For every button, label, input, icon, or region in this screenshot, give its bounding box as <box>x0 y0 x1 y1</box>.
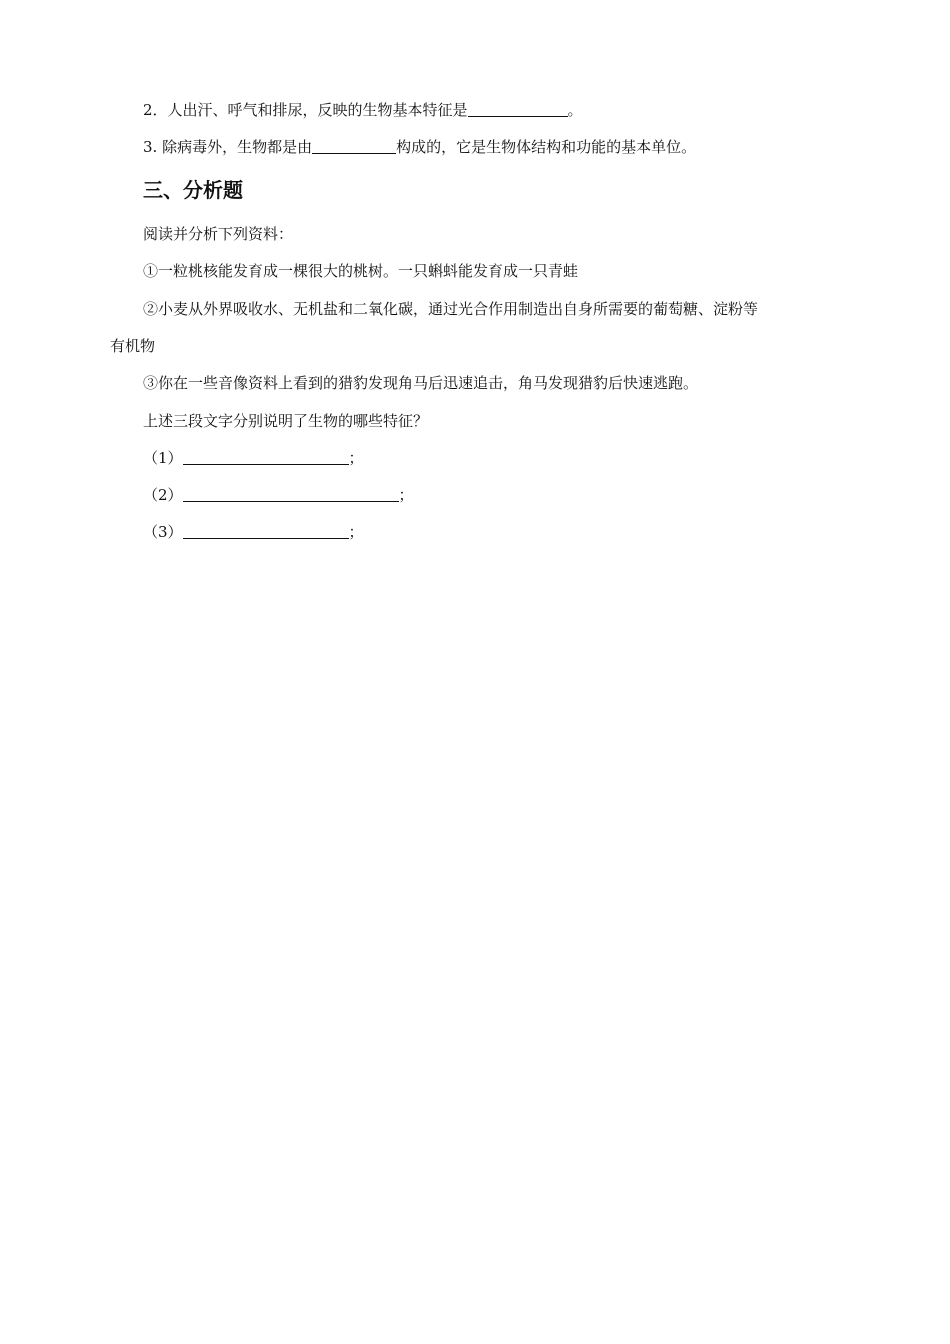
answer-line-1 <box>143 447 364 469</box>
answer-blank[interactable] <box>183 448 349 465</box>
section-heading: 三、分析题 <box>143 178 243 202</box>
material-item-3: ③你在一些音像资料上看到的猎豹发现角马后迅速追击，角马发现猎豹后快速逃跑。 <box>143 374 699 392</box>
answer-blank[interactable] <box>183 522 349 539</box>
question-2-text: 2．人出汗、呼气和排尿，反映的生物基本特征是 <box>143 101 468 119</box>
question-3-text: 3. 除病毒外，生物都是由 <box>143 138 313 156</box>
answer-end: ； <box>348 523 364 541</box>
answer-label: （1） <box>143 449 183 467</box>
answer-end: ； <box>348 449 364 467</box>
answer-line-2 <box>143 484 414 506</box>
question-3-end: 构成的，它是生物体结构和功能的基本单位。 <box>396 138 697 156</box>
answer-line-3 <box>143 521 364 543</box>
question-3 <box>143 136 696 158</box>
answer-label: （2） <box>143 486 183 504</box>
material-item-1: ①一粒桃核能发育成一棵很大的桃树。一只蝌蚪能发育成一只青蛙 <box>143 262 579 280</box>
answer-label: （3） <box>143 523 183 541</box>
analysis-question: 上述三段文字分别说明了生物的哪些特征？ <box>143 412 429 430</box>
material-item-2-continued: 有机物 <box>110 337 156 355</box>
answer-blank[interactable] <box>468 100 568 117</box>
material-item-2: ②小麦从外界吸收水、无机盐和二氧化碳，通过光合作用制造出自身所需要的葡萄糖、淀粉等 <box>143 300 759 318</box>
intro-text: 阅读并分析下列资料： <box>143 225 294 243</box>
question-2-end: 。 <box>567 101 583 119</box>
question-2 <box>143 99 583 121</box>
answer-blank[interactable] <box>312 137 396 154</box>
answer-blank[interactable] <box>183 485 399 502</box>
answer-end: ； <box>398 486 414 504</box>
